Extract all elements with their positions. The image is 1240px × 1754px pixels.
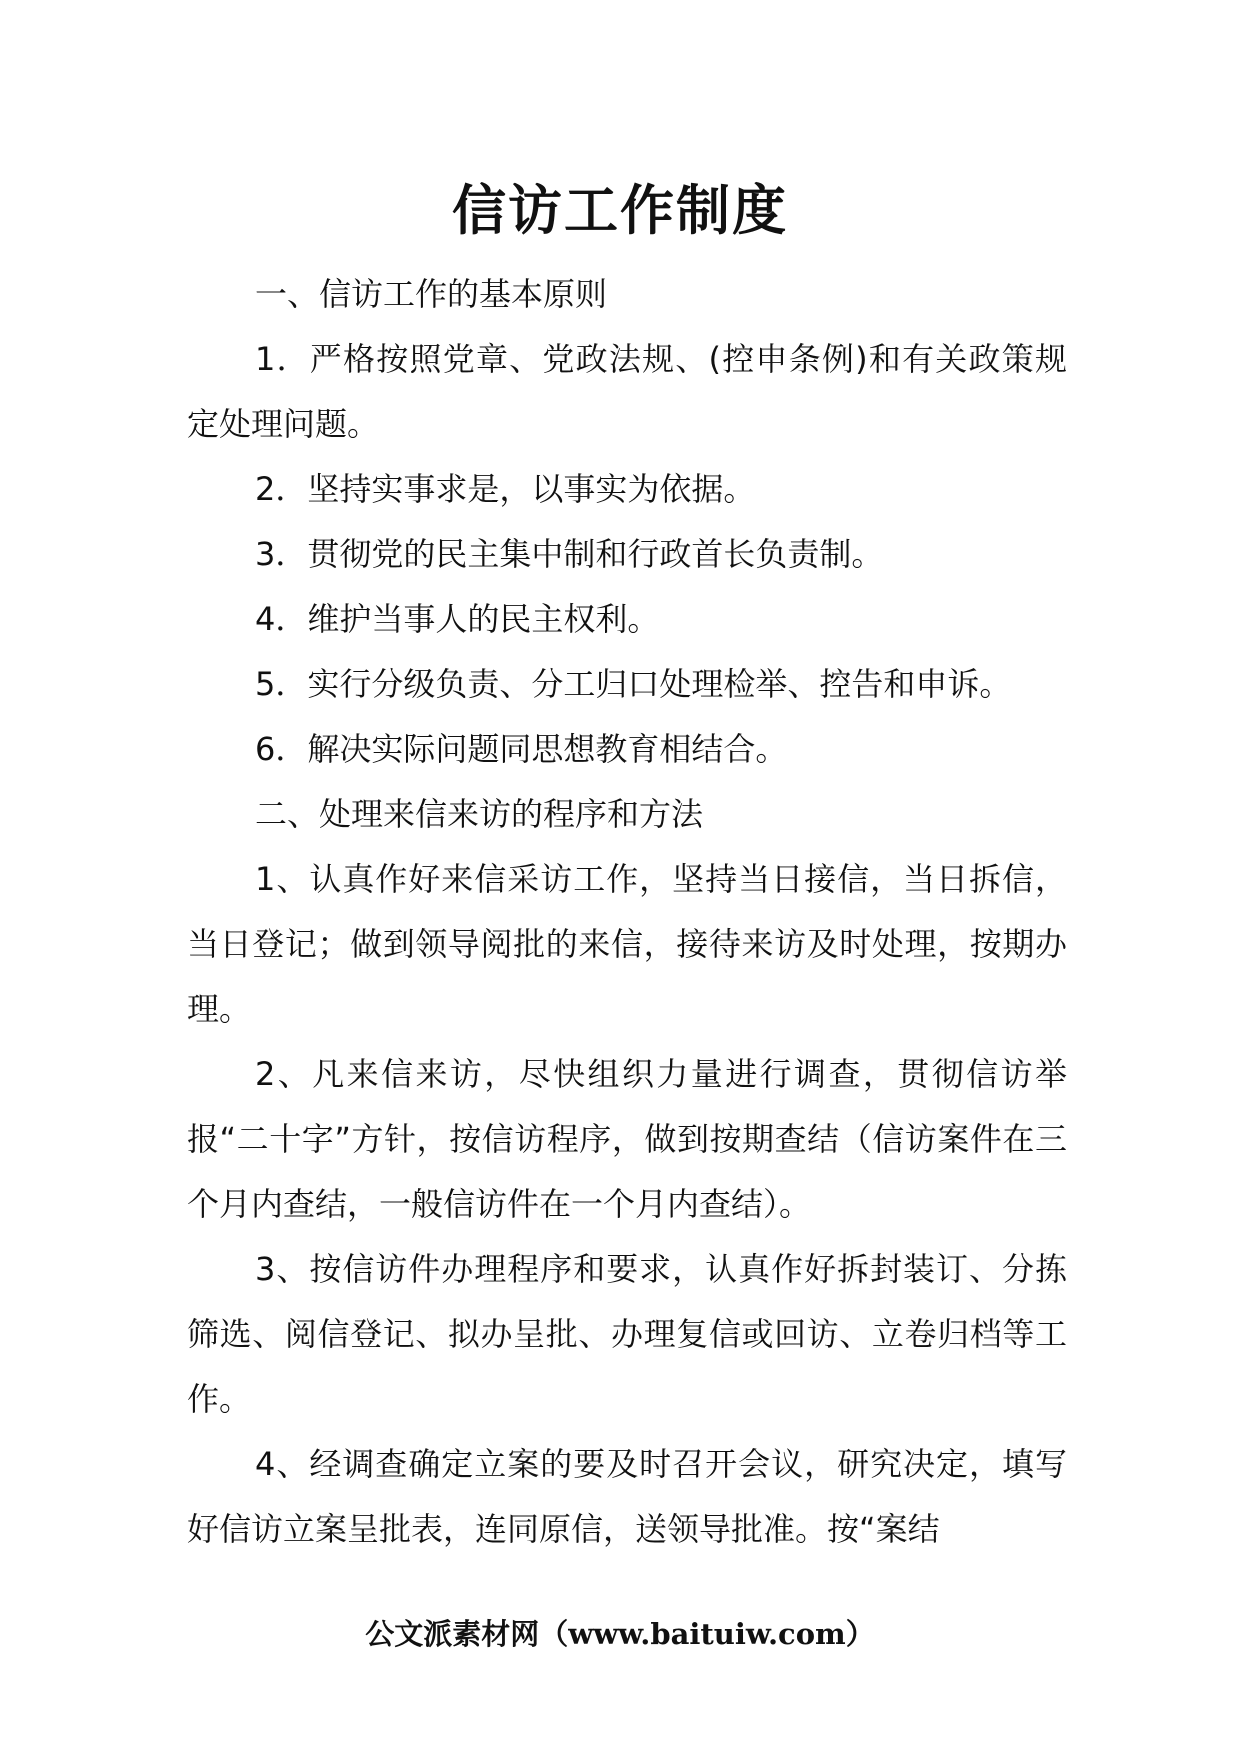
procedure-4: 4、经调查确定立案的要及时召开会议，研究决定，填写好信访立案呈批表，连同原信，送领导批准。按“案结 <box>187 1445 1067 1548</box>
principle-1: 1．严格按照党章、党政法规、(控申条例)和有关政策规定处理问题。 <box>187 340 1067 443</box>
principle-4: 4．维护当事人的民主权利。 <box>255 600 660 638</box>
principle-5: 5．实行分级负责、分工归口处理检举、控告和申诉。 <box>255 665 1012 703</box>
principle-2: 2．坚持实事求是，以事实为依据。 <box>255 470 756 508</box>
procedure-2: 2、凡来信来访，尽快组织力量进行调查，贯彻信访举报“二十字”方针，按信访程序，做到按期查结（信访案件在三个月内查结，一般信访件在一个月内查结）。 <box>187 1055 1067 1223</box>
principle-6: 6．解决实际问题同思想教育相结合。 <box>255 730 788 768</box>
document-title: 信访工作制度 <box>452 179 788 242</box>
procedure-3: 3、按信访件办理程序和要求，认真作好拆封装订、分拣筛选、阅信登记、拟办呈批、办理复信或回访、立卷归档等工作。 <box>187 1250 1067 1418</box>
section-heading-1: 一、信访工作的基本原则 <box>255 275 608 313</box>
document-body <box>187 262 1067 1562</box>
section-heading-2: 二、处理来信来访的程序和方法 <box>255 795 704 833</box>
procedure-1: 1、认真作好来信采访工作，坚持当日接信，当日拆信，当日登记；做到领导阅批的来信，接待来访及时处理，按期办理。 <box>187 860 1067 1028</box>
principle-3: 3．贯彻党的民主集中制和行政首长负责制。 <box>255 535 884 573</box>
page-footer-watermark: 公文派素材网（www.baituiw.com） <box>365 1617 875 1651</box>
